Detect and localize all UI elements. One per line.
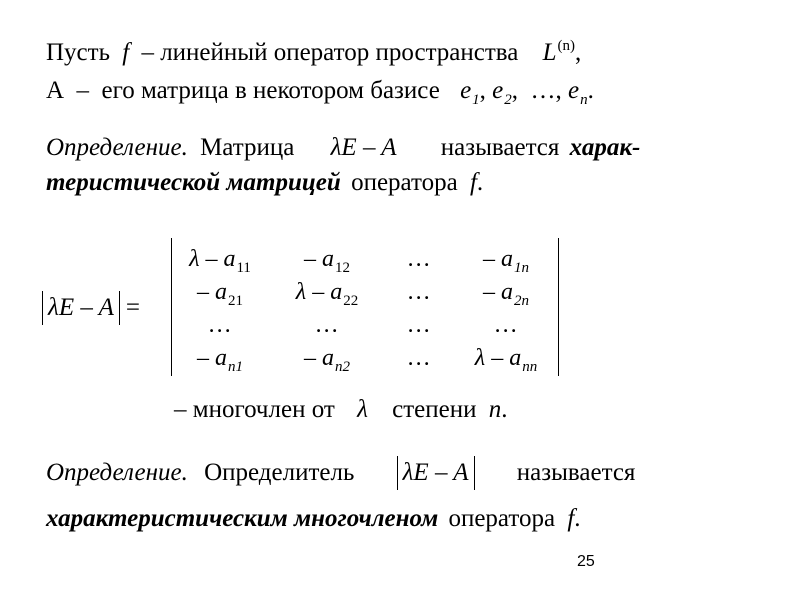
intro-text: А – его матрица в некотором базисе <box>46 77 440 104</box>
operator-symbol: f <box>469 169 477 196</box>
definition-term: теристической матрицей <box>46 169 341 196</box>
matrix-cell: λ – $a_{nn}$ <box>474 345 538 375</box>
note-text: степени <box>392 396 477 423</box>
definition-label: Определение. <box>46 459 188 486</box>
definition-term: характеристическим многочленом <box>46 505 439 532</box>
lambda-symbol: λ <box>357 396 368 423</box>
matrix-cell: … <box>209 312 231 338</box>
operator-symbol: f <box>567 505 575 532</box>
determinant-abs: λE – A <box>397 456 475 490</box>
matrix-row <box>172 242 558 276</box>
definition-text: называется <box>440 134 560 161</box>
char-matrix-formula: λE – A <box>330 134 397 161</box>
matrix-cell: – $a_{1n}$ <box>483 246 529 276</box>
space-superscript: (n) <box>557 38 576 54</box>
matrix-row <box>172 341 558 375</box>
determinant-matrix <box>171 238 559 376</box>
equals-sign: = <box>125 294 141 321</box>
matrix-cell: – $a_{n1}$ <box>197 345 243 375</box>
matrix-cell: … <box>408 345 430 371</box>
definition-1-line-2 <box>46 168 483 198</box>
definition-period: . <box>574 505 581 532</box>
basis-vector: $e_1$, <box>460 77 493 108</box>
matrix-cell: – $a_{n2}$ <box>304 345 350 375</box>
intro-text: – линейный оператор пространства <box>141 39 519 66</box>
matrix-cell: … <box>408 246 430 272</box>
matrix-cell: … <box>408 312 430 338</box>
matrix-cell: … <box>316 312 338 338</box>
definition-2-line-2 <box>46 504 581 534</box>
matrix-cell: – $a_{2n}$ <box>483 279 529 309</box>
definition-2-line-1 <box>46 456 635 490</box>
definition-text: Определитель <box>204 459 355 486</box>
definition-1-line-1 <box>46 133 640 163</box>
definition-text: называется <box>516 459 636 486</box>
basis-vector: $e_2$, …, <box>492 77 569 108</box>
matrix-cell: … <box>495 312 517 338</box>
intro-comma: , <box>575 39 582 66</box>
matrix-row <box>172 275 558 309</box>
intro-line-1 <box>46 38 581 71</box>
definition-text: Матрица <box>200 134 295 161</box>
definition-term: харак- <box>569 134 641 161</box>
matrix-row <box>172 308 558 342</box>
definition-label: Определение. <box>46 134 188 161</box>
determinant-abs: λE – A <box>42 291 120 325</box>
intro-text: Пусть <box>46 39 110 66</box>
space-symbol: $L^{(n)}$ <box>542 38 576 66</box>
matrix-cell: – $a_{12}$ <box>304 246 350 276</box>
page-number: 25 <box>577 553 595 570</box>
operator-symbol: f <box>122 39 130 66</box>
definition-text: оператора <box>351 169 458 196</box>
degree-symbol: n <box>488 396 502 423</box>
definition-period: . <box>476 169 484 196</box>
matrix-cell: λ – $a_{22}$ <box>295 279 359 309</box>
basis-vector: $e_n$. <box>568 77 601 108</box>
matrix-cell: … <box>408 279 430 305</box>
determinant-lhs <box>42 291 140 325</box>
basis-list <box>460 77 601 108</box>
definition-text: оператора <box>448 505 556 532</box>
intro-line-2 <box>46 76 600 109</box>
matrix-cell: λ – $a_{11}$ <box>189 246 251 276</box>
matrix-cell: – $a_{21}$ <box>197 279 243 309</box>
polynomial-note <box>174 395 508 425</box>
note-period: . <box>501 396 508 423</box>
note-text: – многочлен от <box>174 396 335 423</box>
